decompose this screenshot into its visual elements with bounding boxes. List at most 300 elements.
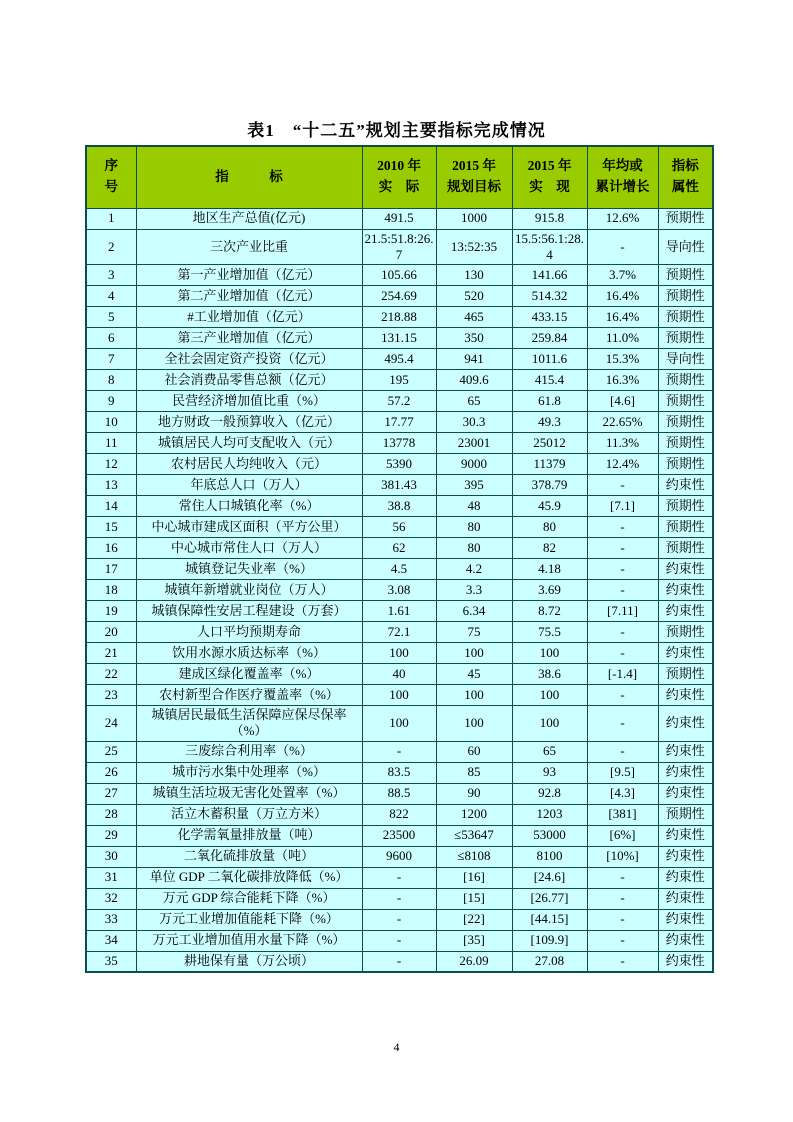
growth-cell: [-1.4] (587, 664, 658, 685)
indicator-cell: 民营经济增加值比重（%） (136, 391, 362, 412)
actual-2015-cell: 65 (512, 741, 587, 762)
target-2015-cell: 4.2 (436, 559, 512, 580)
indicator-cell: 单位 GDP 二氧化碳排放降低（%） (136, 867, 362, 888)
table-row (86, 265, 713, 286)
target-2015-cell: 65 (436, 391, 512, 412)
attribute-cell: 预期性 (658, 538, 713, 559)
value-2010-cell: 100 (362, 706, 436, 742)
actual-2015-cell: 100 (512, 685, 587, 706)
header-attribute (658, 146, 713, 208)
growth-cell: 22.65% (587, 412, 658, 433)
actual-2015-cell: 1011.6 (512, 349, 587, 370)
target-2015-cell: 100 (436, 685, 512, 706)
table-row (86, 454, 713, 475)
value-2010-cell: 17.77 (362, 412, 436, 433)
attribute-cell: 预期性 (658, 307, 713, 328)
growth-cell: 3.7% (587, 265, 658, 286)
attribute-cell: 约束性 (658, 706, 713, 742)
indicator-cell: 城镇居民人均可支配收入（元） (136, 433, 362, 454)
actual-2015-cell: 27.08 (512, 951, 587, 972)
header-indicator-line1: 指 标 (215, 168, 283, 184)
attribute-cell: 约束性 (658, 825, 713, 846)
table-row (86, 804, 713, 825)
attribute-cell: 预期性 (658, 433, 713, 454)
actual-2015-cell: 61.8 (512, 391, 587, 412)
indicator-cell: 三次产业比重 (136, 229, 362, 265)
table-row (86, 370, 713, 391)
growth-cell: [381] (587, 804, 658, 825)
growth-cell: - (587, 580, 658, 601)
value-2010-cell: 100 (362, 685, 436, 706)
value-2010-cell: 56 (362, 517, 436, 538)
attribute-cell: 预期性 (658, 622, 713, 643)
attribute-cell: 约束性 (658, 951, 713, 972)
table-header (86, 146, 713, 208)
indicator-cell: 第三产业增加值（亿元） (136, 328, 362, 349)
indicator-cell: 饮用水源水质达标率（%） (136, 643, 362, 664)
table-row (86, 601, 713, 622)
attribute-cell: 约束性 (658, 559, 713, 580)
indicator-cell: 城市污水集中处理率（%） (136, 762, 362, 783)
target-2015-cell: 60 (436, 741, 512, 762)
target-2015-cell: 395 (436, 475, 512, 496)
table-row (86, 475, 713, 496)
row-no-cell: 32 (86, 888, 136, 909)
target-2015-cell: [16] (436, 867, 512, 888)
value-2010-cell: - (362, 888, 436, 909)
target-2015-cell: 130 (436, 265, 512, 286)
growth-cell: [4.6] (587, 391, 658, 412)
value-2010-cell: 40 (362, 664, 436, 685)
value-2010-cell: 9600 (362, 846, 436, 867)
header-attr-line2: 属性 (671, 179, 699, 195)
table-row (86, 930, 713, 951)
value-2010-cell: 218.88 (362, 307, 436, 328)
row-no-cell: 20 (86, 622, 136, 643)
target-2015-cell: [35] (436, 930, 512, 951)
attribute-cell: 导向性 (658, 229, 713, 265)
growth-cell: - (587, 909, 658, 930)
value-2010-cell: 381.43 (362, 475, 436, 496)
table-row (86, 433, 713, 454)
row-no-cell: 34 (86, 930, 136, 951)
target-2015-cell: 3.3 (436, 580, 512, 601)
value-2010-cell: 23500 (362, 825, 436, 846)
value-2010-cell: 495.4 (362, 349, 436, 370)
target-2015-cell: 13:52:35 (436, 229, 512, 265)
actual-2015-cell: 141.66 (512, 265, 587, 286)
header-no (86, 146, 136, 208)
header-no-line1: 序 (104, 158, 118, 174)
header-2010-line1: 2010 年 (377, 158, 421, 174)
row-no-cell: 27 (86, 783, 136, 804)
table-row (86, 391, 713, 412)
table-row (86, 951, 713, 972)
growth-cell: - (587, 643, 658, 664)
attribute-cell: 约束性 (658, 475, 713, 496)
indicator-cell: 农村居民人均纯收入（元） (136, 454, 362, 475)
actual-2015-cell: 49.3 (512, 412, 587, 433)
table-row (86, 412, 713, 433)
attribute-cell: 预期性 (658, 208, 713, 229)
indicator-cell: 社会消费品零售总额（亿元） (136, 370, 362, 391)
table-row (86, 349, 713, 370)
row-no-cell: 5 (86, 307, 136, 328)
attribute-cell: 约束性 (658, 643, 713, 664)
growth-cell: - (587, 930, 658, 951)
attribute-cell: 预期性 (658, 517, 713, 538)
growth-cell: - (587, 559, 658, 580)
growth-cell: [6%] (587, 825, 658, 846)
table-row (86, 286, 713, 307)
growth-cell: 16.3% (587, 370, 658, 391)
indicator-cell: 第二产业增加值（亿元） (136, 286, 362, 307)
attribute-cell: 预期性 (658, 454, 713, 475)
table-row (86, 496, 713, 517)
value-2010-cell: 88.5 (362, 783, 436, 804)
header-growth (587, 146, 658, 208)
row-no-cell: 3 (86, 265, 136, 286)
attribute-cell: 预期性 (658, 412, 713, 433)
header-actual-line1: 2015 年 (527, 158, 572, 174)
indicator-cell: 万元工业增加值用水量下降（%） (136, 930, 362, 951)
target-2015-cell: [15] (436, 888, 512, 909)
value-2010-cell: 254.69 (362, 286, 436, 307)
table-row (86, 559, 713, 580)
value-2010-cell: - (362, 867, 436, 888)
value-2010-cell: 131.15 (362, 328, 436, 349)
value-2010-cell: 491.5 (362, 208, 436, 229)
actual-2015-cell: [109.9] (512, 930, 587, 951)
row-no-cell: 24 (86, 706, 136, 742)
value-2010-cell: 21.5:51.8:26.7 (362, 229, 436, 265)
table-row (86, 783, 713, 804)
attribute-cell: 预期性 (658, 370, 713, 391)
table-body (86, 208, 713, 972)
row-no-cell: 11 (86, 433, 136, 454)
value-2010-cell: - (362, 951, 436, 972)
value-2010-cell: 38.8 (362, 496, 436, 517)
value-2010-cell: - (362, 741, 436, 762)
attribute-cell: 预期性 (658, 391, 713, 412)
row-no-cell: 22 (86, 664, 136, 685)
indicator-cell: #工业增加值（亿元） (136, 307, 362, 328)
table-row (86, 229, 713, 265)
actual-2015-cell: 8.72 (512, 601, 587, 622)
table-row (86, 664, 713, 685)
table-row (86, 685, 713, 706)
header-2015-target (436, 146, 512, 208)
row-no-cell: 33 (86, 909, 136, 930)
indicators-table-container (85, 145, 712, 973)
page-title: 表1 “十二五”规划主要指标完成情况 (247, 121, 546, 140)
indicator-cell: 地方财政一般预算收入（亿元） (136, 412, 362, 433)
growth-cell: - (587, 867, 658, 888)
row-no-cell: 26 (86, 762, 136, 783)
actual-2015-cell: 75.5 (512, 622, 587, 643)
actual-2015-cell: 1203 (512, 804, 587, 825)
attribute-cell: 预期性 (658, 664, 713, 685)
target-2015-cell: [22] (436, 909, 512, 930)
actual-2015-cell: 80 (512, 517, 587, 538)
header-target-line2: 规划目标 (447, 179, 501, 195)
growth-cell: [7.11] (587, 601, 658, 622)
indicator-cell: 中心城市建成区面积（平方公里） (136, 517, 362, 538)
row-no-cell: 25 (86, 741, 136, 762)
value-2010-cell: 62 (362, 538, 436, 559)
row-no-cell: 15 (86, 517, 136, 538)
target-2015-cell: 409.6 (436, 370, 512, 391)
value-2010-cell: 822 (362, 804, 436, 825)
growth-cell: - (587, 538, 658, 559)
target-2015-cell: 9000 (436, 454, 512, 475)
header-2010-actual (362, 146, 436, 208)
indicator-cell: 地区生产总值(亿元) (136, 208, 362, 229)
target-2015-cell: 90 (436, 783, 512, 804)
row-no-cell: 7 (86, 349, 136, 370)
attribute-cell: 预期性 (658, 265, 713, 286)
target-2015-cell: 520 (436, 286, 512, 307)
target-2015-cell: 6.34 (436, 601, 512, 622)
actual-2015-cell: 92.8 (512, 783, 587, 804)
actual-2015-cell: 45.9 (512, 496, 587, 517)
row-no-cell: 19 (86, 601, 136, 622)
growth-cell: - (587, 951, 658, 972)
target-2015-cell: 85 (436, 762, 512, 783)
indicator-cell: 耕地保有量（万公顷） (136, 951, 362, 972)
value-2010-cell: 3.08 (362, 580, 436, 601)
indicator-cell: 万元 GDP 综合能耗下降（%） (136, 888, 362, 909)
indicator-cell: 城镇登记失业率（%） (136, 559, 362, 580)
value-2010-cell: 105.66 (362, 265, 436, 286)
actual-2015-cell: 4.18 (512, 559, 587, 580)
row-no-cell: 6 (86, 328, 136, 349)
attribute-cell: 导向性 (658, 349, 713, 370)
attribute-cell: 约束性 (658, 762, 713, 783)
table-row (86, 846, 713, 867)
actual-2015-cell: [26.77] (512, 888, 587, 909)
target-2015-cell: 80 (436, 517, 512, 538)
indicator-cell: 城镇保障性安居工程建设（万套） (136, 601, 362, 622)
indicator-cell: 城镇年新增就业岗位（万人） (136, 580, 362, 601)
target-2015-cell: 45 (436, 664, 512, 685)
target-2015-cell: 1200 (436, 804, 512, 825)
growth-cell: - (587, 475, 658, 496)
value-2010-cell: 5390 (362, 454, 436, 475)
row-no-cell: 23 (86, 685, 136, 706)
table-row (86, 643, 713, 664)
actual-2015-cell: 259.84 (512, 328, 587, 349)
target-2015-cell: 48 (436, 496, 512, 517)
table-row (86, 307, 713, 328)
attribute-cell: 约束性 (658, 846, 713, 867)
actual-2015-cell: 378.79 (512, 475, 587, 496)
growth-cell: - (587, 706, 658, 742)
actual-2015-cell: 38.6 (512, 664, 587, 685)
actual-2015-cell: 11379 (512, 454, 587, 475)
value-2010-cell: 83.5 (362, 762, 436, 783)
value-2010-cell: 72.1 (362, 622, 436, 643)
indicator-cell: 第一产业增加值（亿元） (136, 265, 362, 286)
attribute-cell: 预期性 (658, 496, 713, 517)
target-2015-cell: 23001 (436, 433, 512, 454)
indicator-cell: 二氧化硫排放量（吨） (136, 846, 362, 867)
attribute-cell: 约束性 (658, 741, 713, 762)
actual-2015-cell: 93 (512, 762, 587, 783)
table-row (86, 208, 713, 229)
target-2015-cell: 1000 (436, 208, 512, 229)
table-row (86, 328, 713, 349)
actual-2015-cell: [24.6] (512, 867, 587, 888)
attribute-cell: 约束性 (658, 783, 713, 804)
indicator-cell: 中心城市常住人口（万人） (136, 538, 362, 559)
row-no-cell: 4 (86, 286, 136, 307)
growth-cell: 16.4% (587, 286, 658, 307)
indicator-cell: 常住人口城镇化率（%） (136, 496, 362, 517)
row-no-cell: 8 (86, 370, 136, 391)
growth-cell: - (587, 622, 658, 643)
indicator-cell: 万元工业增加值能耗下降（%） (136, 909, 362, 930)
header-growth-line1: 年均或 (602, 158, 643, 174)
indicator-cell: 城镇居民最低生活保障应保尽保率（%） (136, 706, 362, 742)
indicator-cell: 三废综合利用率（%） (136, 741, 362, 762)
value-2010-cell: 100 (362, 643, 436, 664)
table-row (86, 909, 713, 930)
row-no-cell: 9 (86, 391, 136, 412)
target-2015-cell: 100 (436, 706, 512, 742)
table-row (86, 762, 713, 783)
header-attr-line1: 指标 (671, 158, 699, 174)
actual-2015-cell: 3.69 (512, 580, 587, 601)
indicator-cell: 农村新型合作医疗覆盖率（%） (136, 685, 362, 706)
indicator-cell: 年底总人口（万人） (136, 475, 362, 496)
growth-cell: - (587, 685, 658, 706)
actual-2015-cell: 915.8 (512, 208, 587, 229)
growth-cell: 16.4% (587, 307, 658, 328)
actual-2015-cell: 415.4 (512, 370, 587, 391)
header-target-line1: 2015 年 (452, 158, 496, 174)
header-2015-actual (512, 146, 587, 208)
actual-2015-cell: 82 (512, 538, 587, 559)
attribute-cell: 约束性 (658, 930, 713, 951)
growth-cell: 11.0% (587, 328, 658, 349)
row-no-cell: 17 (86, 559, 136, 580)
row-no-cell: 2 (86, 229, 136, 265)
actual-2015-cell: 15.5:56.1:28.4 (512, 229, 587, 265)
actual-2015-cell: 53000 (512, 825, 587, 846)
indicator-cell: 城镇生活垃圾无害化处置率（%） (136, 783, 362, 804)
attribute-cell: 预期性 (658, 286, 713, 307)
growth-cell: - (587, 741, 658, 762)
row-no-cell: 28 (86, 804, 136, 825)
row-no-cell: 12 (86, 454, 136, 475)
row-no-cell: 13 (86, 475, 136, 496)
table-row (86, 580, 713, 601)
row-no-cell: 29 (86, 825, 136, 846)
target-2015-cell: 26.09 (436, 951, 512, 972)
attribute-cell: 预期性 (658, 804, 713, 825)
growth-cell: - (587, 517, 658, 538)
target-2015-cell: 80 (436, 538, 512, 559)
row-no-cell: 31 (86, 867, 136, 888)
table-row (86, 538, 713, 559)
header-indicator (136, 146, 362, 208)
table-row (86, 867, 713, 888)
header-row (86, 146, 713, 208)
indicator-cell: 化学需氧量排放量（吨） (136, 825, 362, 846)
attribute-cell: 约束性 (658, 867, 713, 888)
value-2010-cell: 195 (362, 370, 436, 391)
indicator-cell: 活立木蓄积量（万立方米） (136, 804, 362, 825)
growth-cell: 11.3% (587, 433, 658, 454)
growth-cell: [7.1] (587, 496, 658, 517)
growth-cell: 12.6% (587, 208, 658, 229)
value-2010-cell: 57.2 (362, 391, 436, 412)
actual-2015-cell: 100 (512, 706, 587, 742)
attribute-cell: 预期性 (658, 328, 713, 349)
growth-cell: 12.4% (587, 454, 658, 475)
target-2015-cell: 75 (436, 622, 512, 643)
table-row (86, 888, 713, 909)
table-row (86, 706, 713, 742)
row-no-cell: 16 (86, 538, 136, 559)
growth-cell: - (587, 888, 658, 909)
target-2015-cell: ≤53647 (436, 825, 512, 846)
actual-2015-cell: [44.15] (512, 909, 587, 930)
row-no-cell: 21 (86, 643, 136, 664)
actual-2015-cell: 433.15 (512, 307, 587, 328)
table-row (86, 741, 713, 762)
target-2015-cell: 465 (436, 307, 512, 328)
page-number: 4 (393, 1040, 400, 1054)
value-2010-cell: 4.5 (362, 559, 436, 580)
growth-cell: [9.5] (587, 762, 658, 783)
target-2015-cell: 941 (436, 349, 512, 370)
actual-2015-cell: 25012 (512, 433, 587, 454)
growth-cell: [10%] (587, 846, 658, 867)
row-no-cell: 30 (86, 846, 136, 867)
value-2010-cell: - (362, 909, 436, 930)
header-actual-line2: 实 现 (529, 179, 570, 195)
indicators-table (85, 145, 714, 973)
value-2010-cell: 13778 (362, 433, 436, 454)
row-no-cell: 18 (86, 580, 136, 601)
header-2010-line2: 实 际 (378, 179, 420, 195)
attribute-cell: 约束性 (658, 909, 713, 930)
table-row (86, 825, 713, 846)
table-row (86, 622, 713, 643)
growth-cell: [4.3] (587, 783, 658, 804)
row-no-cell: 14 (86, 496, 136, 517)
target-2015-cell: 30.3 (436, 412, 512, 433)
indicator-cell: 全社会固定资产投资（亿元） (136, 349, 362, 370)
target-2015-cell: ≤8108 (436, 846, 512, 867)
growth-cell: 15.3% (587, 349, 658, 370)
header-no-line2: 号 (104, 179, 118, 195)
row-no-cell: 35 (86, 951, 136, 972)
target-2015-cell: 350 (436, 328, 512, 349)
indicator-cell: 建成区绿化覆盖率（%） (136, 664, 362, 685)
table-row (86, 517, 713, 538)
attribute-cell: 约束性 (658, 601, 713, 622)
value-2010-cell: 1.61 (362, 601, 436, 622)
header-growth-line2: 累计增长 (595, 179, 650, 195)
target-2015-cell: 100 (436, 643, 512, 664)
actual-2015-cell: 8100 (512, 846, 587, 867)
growth-cell: - (587, 229, 658, 265)
attribute-cell: 约束性 (658, 580, 713, 601)
attribute-cell: 约束性 (658, 888, 713, 909)
